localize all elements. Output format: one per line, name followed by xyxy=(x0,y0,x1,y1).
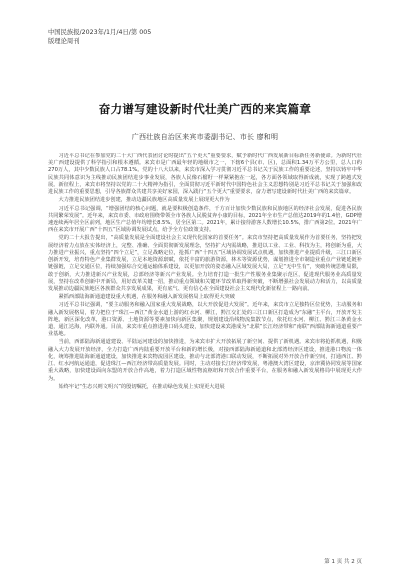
paragraph: 当前，西部陆海新通道建设、平陆运河建设的加快推进，为来宾市扩大开放拓展了新空间、提供了新机遇。来宾市将抢抓机遇，积极融入大力发展开放经济，全力打造广西内陆重要开放平台和新的增长极，对接西部陆海新通道和北部湾经济区建设，推进港口物流一体化，统筹推进陆海新通道建设，加快推进来宾物流园区建设，推动与北部湾港口联动发展，不断拓展对外开放合作新空间，打通西江、黔江、红水河航运通道，促进珠江—西江经济带高质量发展。同时，主动对接长江经济带发展，粤港澳大湾区建设，京津冀协同发展等国家重大战略，加快建设面向东盟的开放合作高地，着力打造区域性物流枢纽和开放合作重要平台，在服务和融入新发展格局中展现更大作为。 xyxy=(48,339,362,382)
paragraph: 习近平总书记强调，“增强团结的核心问题，就是要积极创造条件，千方百计加快少数民族和民族地区的经济社会发展，促进各民族共同繁荣发展”。近年来，来宾市委、市政府围绕带领全市各族人民脱贫奔小康的目标，2021年全市生产总值达2019年的1.4倍，GDP增速连续两年居全区前列，地区生产总值年均增长8.5%，居全区第二。2021年，累计接待游客人数增长10.5%，排广西第2位。2021年广西在来宾市开展广西“十四五”区域协调发展试点，给予全方位政策支持。 xyxy=(48,205,362,234)
publication-source: 中国民族报/2023年/1月/4日/第 005 xyxy=(48,29,152,36)
section-heading: 大力推进民族团结进步创建，推动边疆民族地区高质量发展上展现更大作为 xyxy=(58,197,230,204)
paragraph: 习近平总书记在参加党的二十大广西代表团讨论时提出“五个更大”重要要求，赋予新时代广西发展新目标新任务新使命。为新时代壮美广西建设提供了科学指引和根本遵循。来宾市是广西最年轻的地级市之一，下辖6个县(市、区)，总面积1.34万平方公里，总人口约270万人，其中少数民族人口占78.1%。党的十八大以来，来宾市深入学习贯彻习近平总书记关于民族工作的重要论述，坚持以铸牢中华民族共同体意识为主线推动民族团结进步事业发展，各族人民像石榴籽一样紧紧抱在一起，各方面各领域取得新成就，实现了跨越式发展。新征程上，来宾市将坚持以党的二十大精神为指引，全面贯彻习近平新时代中国特色社会主义思想特别是习近平总书记关于加强和改进民族工作的重要思想，引导各族群众共建共享美好家园，深入践行“五个更大”重要要求，奋力谱写建设新时代壮美广西的来宾篇章。 xyxy=(48,153,362,196)
article-body xyxy=(48,153,362,548)
article-author: 广西壮族自治区来宾市委副书记、市长 廖和明 xyxy=(131,133,279,141)
publication-meta xyxy=(48,29,151,46)
section-heading: 始终牢记“生态兴则文明兴”的殷切嘱托，在推动绿色发展上实现更大进展 xyxy=(58,383,225,390)
page-number: 第 1 页 共 2 页 xyxy=(324,559,362,565)
section-heading: 紧抓西部陆海新通道建设重大机遇，在服务和融入新发展格局上取得更大突破 xyxy=(58,294,235,301)
publication-edition: 版理论周刊 xyxy=(48,37,80,45)
paragraph: 习近平总书记强调，“要主动服务和融入国家重大发展战略，以大开放促进大发展”。近年来，来宾市立足独特区位优势，主动服务和融入新发展格局，着力把位于“珠江—西江”黄金水道上游的红水河、柳江，黔江交汇处的三江口新区打造成为“东融”主平台，开放开发主阵地，新区深化改革，港口资源、土地资源等要素加快向新区集聚，规划建设沿线物流集散节点，依托红水河、柳江、黔江三条黄金水道，通江达海，内联外通。目前，来宾市重点推进港口码头建设，加快建设来宾港成为“北联”长江经济带和“南联”西部陆海新通道重要产业基地。 xyxy=(48,302,362,338)
article-title: 奋力谱写建设新时代壮美广西的来宾篇章 xyxy=(98,102,312,116)
paragraph: 党的二十大报告提出，“高质量发展是全面建设社会主义现代化国家的首要任务”。来宾市坚持把高质量发展作为首要任务，坚持把发展经济着力点放在实体经济上，完整、准确、全面贯彻新发展理念，坚持扩大内需战略，推进以工业、工业、科技为主，将创新为重，大力推进产业振兴，重点坚持“四个立足”，立足战略定位，抢抓广西“十四五”区域协调发展试点机遇，加快推进产业提质升级，三江口新区创新开发，培育特色产业集群发展，立足本地资源禀赋，依托丰富的旅游资源，林木等资源优势，谋划推进全市制造业重点产业链延链补链强链，立足交通区位，持续加强综合交通运输体系建设，以更加开放的姿态融入区域发展大局，立足“无中生有”，突破传统思维局限，敢于创新，大力推进新兴产业发展，总部经济等新兴产业发展。全力培育打造一批生产性服务业集聚示范区，促进现代服务业高质量发展，坚持在改革创新中开新局，用好改革关键一招，推动重点领域和关键环节改革取得新突破，不断增强社会发展动力和活力，以高质量发展推动边疆民族地区各族群众共享发展成果，更有底气、更有信心在全面建设社会主义现代化新征程上一路向前。 xyxy=(48,235,362,292)
